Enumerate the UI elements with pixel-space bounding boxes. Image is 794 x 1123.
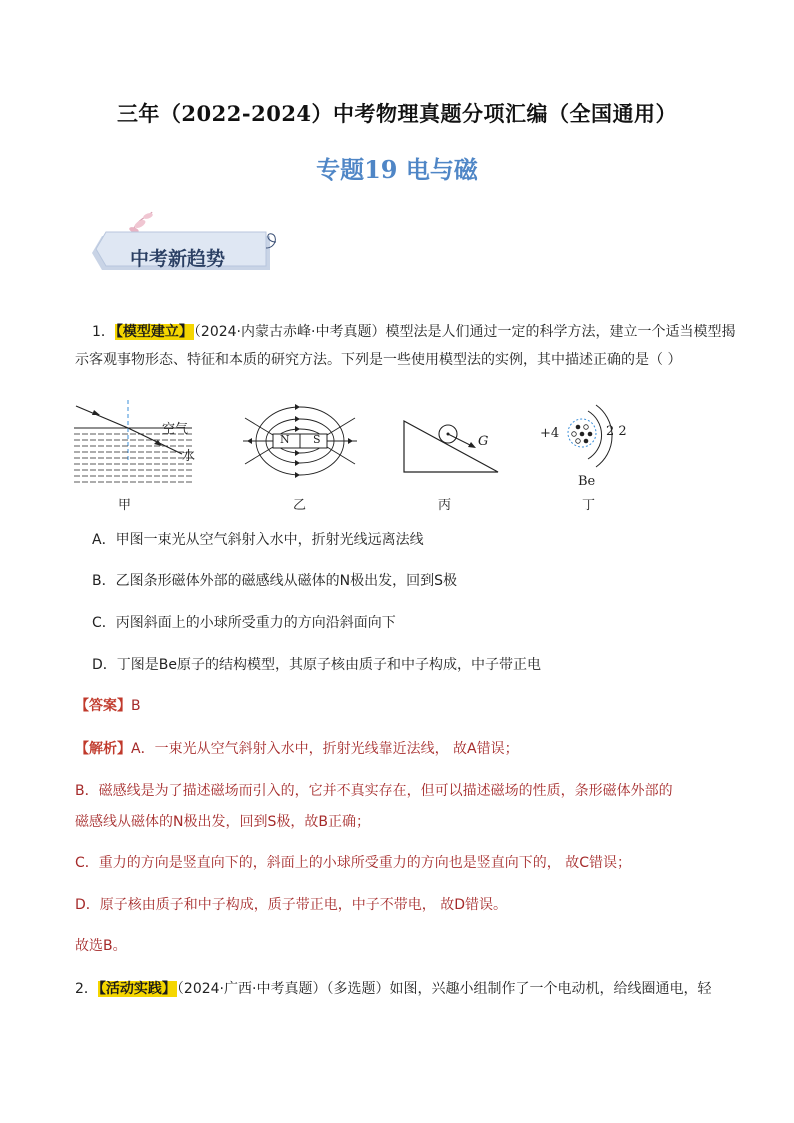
figure-air-label: 空气 — [162, 422, 189, 437]
magnet-n-label: N — [280, 433, 290, 446]
question-2-tag: 【活动实践】 — [98, 981, 176, 997]
answer-line — [75, 696, 141, 716]
document-title: 三年（2022-2024）中考物理真题分项汇编（全国通用） — [116, 101, 678, 126]
analysis-b-line-1: B．磁感线是为了描述磁场而引入的，它并不真实存在，但可以描述磁场的性质，条形磁体外部的 — [75, 783, 673, 799]
option-a: A．甲图一束光从空气斜射入水中，折射光线远离法线 — [92, 532, 424, 548]
figure-refraction — [70, 400, 200, 490]
question-source: （2024·内蒙古赤峰·中考真题） — [193, 324, 386, 340]
analysis-a — [75, 739, 519, 759]
analysis-a-text: A．一束光从空气斜射入水中，折射光线靠近法线， 故A错误； — [131, 741, 519, 757]
analysis-tag: 【解析】 — [75, 741, 131, 757]
answer-tag: 【答案】 — [75, 698, 131, 714]
question-tag: 【模型建立】 — [115, 324, 193, 340]
option-b: B．乙图条形磁体外部的磁感线从磁体的N极出发，回到S极 — [92, 573, 457, 589]
question-2-line-1 — [75, 979, 711, 999]
figure-magnet-field — [235, 398, 365, 488]
document-subtitle: 专题19 电与磁 — [316, 155, 478, 184]
atom-shells-label: 2 2 — [606, 424, 627, 439]
question-2-source: （2024·广西·中考真题） — [176, 981, 327, 997]
atom-element-label: Be — [578, 474, 596, 489]
figure-bing-label: 丙 — [438, 498, 452, 513]
question-2-number: 2． — [75, 981, 98, 997]
question-1-line-2: 示客观事物形态、特征和本质的研究方法。下列是一些使用模型法的实例，其中描述正确的是（ ） — [75, 352, 682, 368]
magnet-s-label: S — [313, 433, 321, 446]
figure-jia-label: 甲 — [118, 498, 132, 513]
figure-water-label: 水 — [182, 449, 196, 464]
question-1-line-1 — [92, 322, 735, 342]
gravity-label: G — [478, 434, 489, 449]
analysis-b-line-2: 磁感线从磁体的N极出发，回到S极，故B正确； — [75, 814, 370, 830]
option-c: C．丙图斜面上的小球所受重力的方向沿斜面向下 — [92, 615, 396, 631]
atom-charge-label: +4 — [540, 426, 560, 441]
question-2-text: 如图，兴趣小组制作了一个电动机，给线圈通电，轻 — [389, 981, 712, 997]
question-2-type: （多选题） — [326, 981, 390, 997]
conclusion: 故选B。 — [75, 938, 127, 954]
figure-yi-label: 乙 — [293, 498, 307, 513]
answer-value: B — [131, 698, 141, 714]
question-number: 1． — [92, 324, 115, 340]
figure-inclined-plane — [398, 415, 508, 477]
analysis-c: C．重力的方向是竖直向下的，斜面上的小球所受重力的方向也是竖直向下的， 故C错误； — [75, 855, 631, 871]
analysis-d: D．原子核由质子和中子构成，质子带正电，中子不带电， 故D错误。 — [75, 897, 508, 913]
figure-ding-label: 丁 — [582, 498, 596, 513]
option-d: D．丁图是Be原子的结构模型，其原子核由质子和中子构成，中子带正电 — [92, 657, 541, 673]
section-banner-label: 中考新趋势 — [130, 248, 226, 270]
question-text: 模型法是人们通过一定的科学方法，建立一个适当模型揭 — [385, 324, 736, 340]
